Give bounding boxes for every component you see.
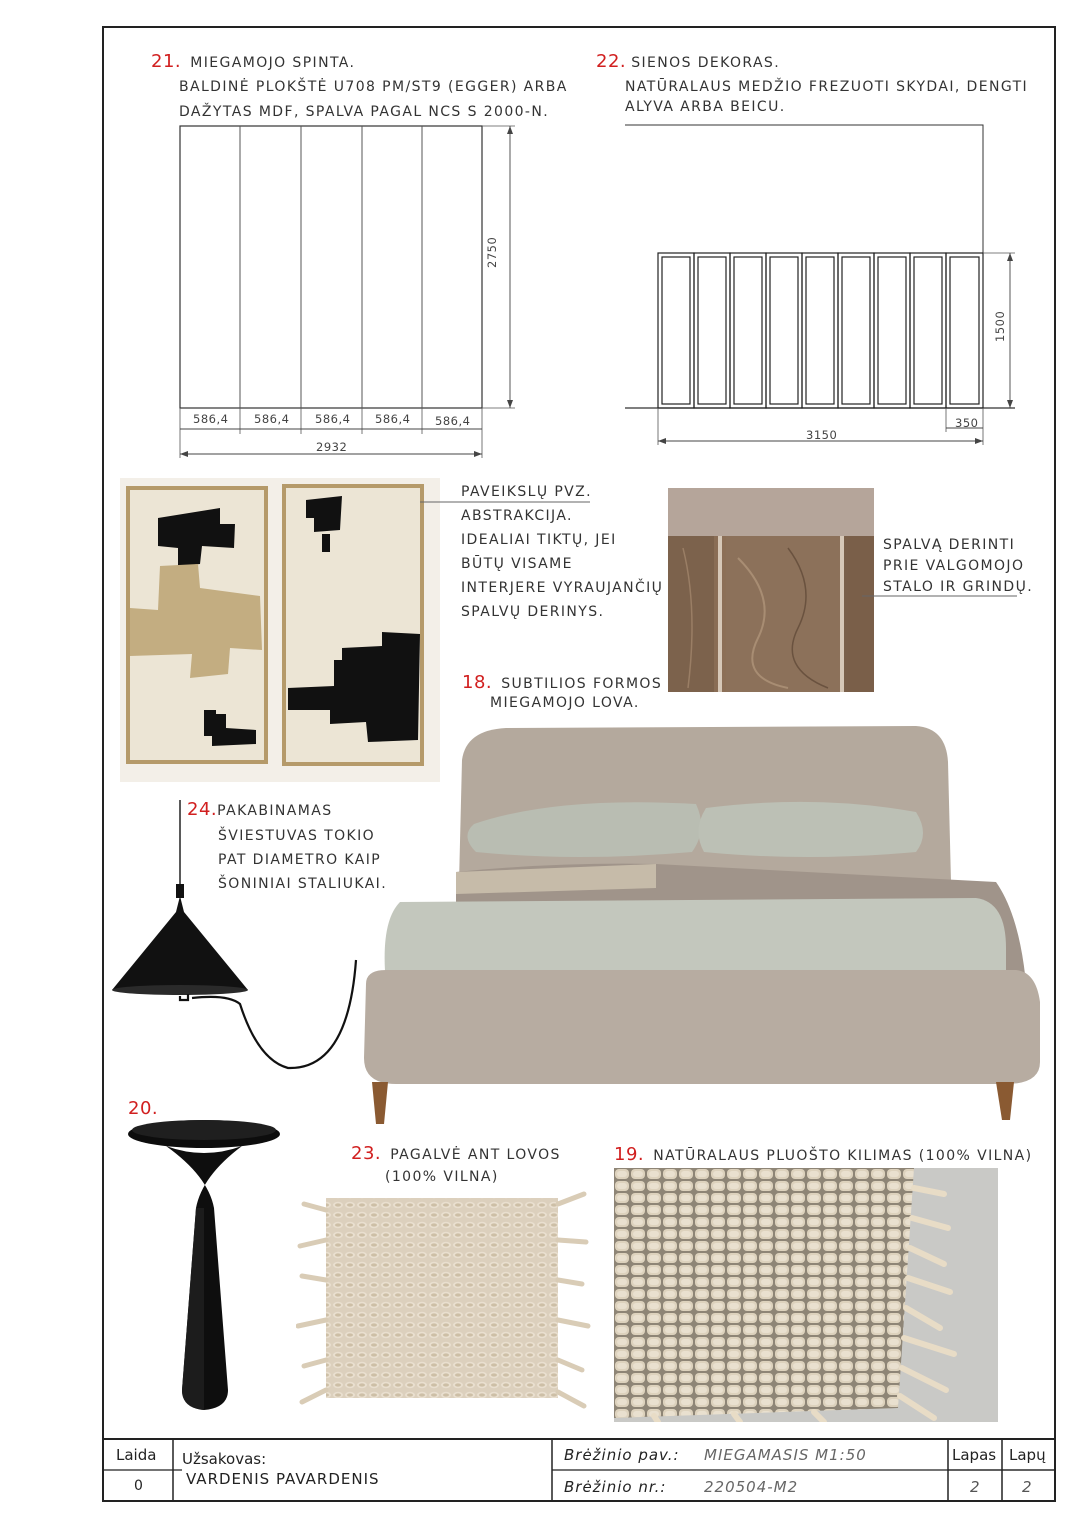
wardrobe-desc-line2: BALDINĖ PLOKŠTĖ U708 PM/ST9 (EGGER) ARBA [179, 79, 568, 95]
client-label: Užsakovas: [182, 1450, 267, 1468]
paintings-note-line3: IDEALIAI TIKTŲ, JEI [461, 532, 617, 548]
bed-number: 18. [462, 672, 493, 693]
wardrobe-desc-line3: DAŽYTAS MDF, SPALVA PAGAL NCS S 2000-N. [179, 104, 550, 120]
paintings-note-line5: INTERJERE VYRAUJANČIŲ [461, 580, 664, 596]
wardrobe-number: 21. [151, 51, 182, 72]
title-block [102, 1438, 1056, 1502]
drawing-name-label: Brėžinio pav.: [564, 1446, 680, 1464]
wardrobe-panel-width-2: 586,4 [254, 412, 290, 426]
pillow-number: 23. [351, 1143, 382, 1164]
bed-pillow [698, 802, 923, 857]
side-table-number: 20. [128, 1098, 159, 1119]
paintings-note-line4: BŪTŲ VISAME [461, 556, 573, 572]
lamp-shade [112, 896, 248, 994]
sheet-value: 2 [970, 1478, 981, 1496]
bed-title-line2: MIEGAMOJO LOVA. [490, 695, 640, 711]
wall-decor-heading [596, 52, 780, 71]
sheets-value: 2 [1022, 1478, 1033, 1496]
wood-sample-note-line1: SPALVĄ DERINTI [883, 537, 1016, 553]
wardrobe-heading [151, 52, 355, 71]
bed-base [364, 970, 1040, 1084]
sheet-label: Lapas [952, 1446, 997, 1464]
pillow-heading [351, 1144, 561, 1163]
wardrobe-outline [180, 126, 482, 408]
lamp-note-line3: PAT DIAMETRO KAIP [218, 852, 382, 868]
lamp-note-line4: ŠONINIAI STALIUKAI. [218, 876, 388, 892]
wardrobe-title: MIEGAMOJO SPINTA. [190, 55, 356, 71]
laida-label: Laida [116, 1446, 157, 1464]
wardrobe-panel-width-5: 586,4 [435, 414, 471, 428]
drawing-no-label: Brėžinio nr.: [564, 1478, 667, 1496]
paintings-note [461, 480, 663, 624]
wardrobe-panel-width-1: 586,4 [193, 412, 229, 426]
wood-sample-note-line3: STALO IR GRINDŲ. [883, 579, 1034, 595]
wood-sample-image [668, 488, 874, 692]
wall-decor-height: 1500 [993, 310, 1007, 342]
wall-decor-number: 22. [596, 51, 627, 72]
rug-number: 19. [614, 1144, 645, 1165]
wardrobe-panel-width-3: 586,4 [315, 412, 351, 426]
laida-value: 0 [134, 1478, 143, 1494]
drawing-name-value: MIEGAMASIS M1:50 [704, 1446, 867, 1464]
pillow-body [326, 1198, 558, 1398]
bed-leg [996, 1082, 1014, 1120]
wall-decor-total-width: 3150 [806, 428, 838, 442]
paintings-note-line2: ABSTRAKCIJA. [461, 508, 573, 524]
side-table-image [122, 1116, 286, 1422]
wall-panels [658, 253, 983, 408]
pillow-image [296, 1180, 592, 1418]
pillow-title-line2: (100% VILNA) [385, 1169, 499, 1185]
wood-sample-note-line2: PRIE VALGOMOJO [883, 558, 1025, 574]
rug-image [614, 1168, 998, 1422]
wardrobe-total-width: 2932 [316, 440, 348, 454]
sheets-label: Lapų [1009, 1446, 1046, 1464]
rug-heading [614, 1145, 1033, 1164]
wardrobe-height: 2750 [485, 236, 499, 268]
wall-decor-title: SIENOS DEKORAS. [631, 55, 781, 71]
wardrobe-panel-width-4: 586,4 [375, 412, 411, 426]
bed-heading [462, 673, 662, 692]
rug-title: NATŪRALAUS PLUOŠTO KILIMAS (100% VILNA) [653, 1148, 1033, 1164]
rug-weave [614, 1168, 914, 1418]
lamp-title-line1: PAKABINAMAS [217, 803, 333, 819]
drawing-no-value: 220504-M2 [704, 1478, 799, 1496]
bed-leg [372, 1082, 388, 1124]
client-value: VARDENIS PAVARDENIS [186, 1470, 380, 1488]
lamp-number: 24. [187, 799, 218, 820]
lamp-note-line2: ŠVIESTUVAS TOKIO [218, 828, 376, 844]
wall-decor-drawing [620, 120, 1020, 450]
bed-title-line1: SUBTILIOS FORMOS [501, 676, 663, 692]
pendant-lamp-image [108, 800, 363, 1080]
wood-sample-note [883, 535, 1033, 598]
paintings-note-line1: PAVEIKSLŲ PVZ. [461, 484, 593, 500]
wall-decor-desc-line3: ALYVA ARBA BEICU. [625, 99, 786, 115]
bed-image [356, 712, 1046, 1124]
wall-decor-panel-width: 350 [955, 416, 979, 430]
pillow-title-line1: PAGALVĖ ANT LOVOS [390, 1147, 561, 1163]
wall-decor-desc-line2: NATŪRALAUS MEDŽIO FREZUOTI SKYDAI, DENGTI [625, 79, 1029, 95]
paintings-note-line6: SPALVŲ DERINYS. [461, 604, 605, 620]
